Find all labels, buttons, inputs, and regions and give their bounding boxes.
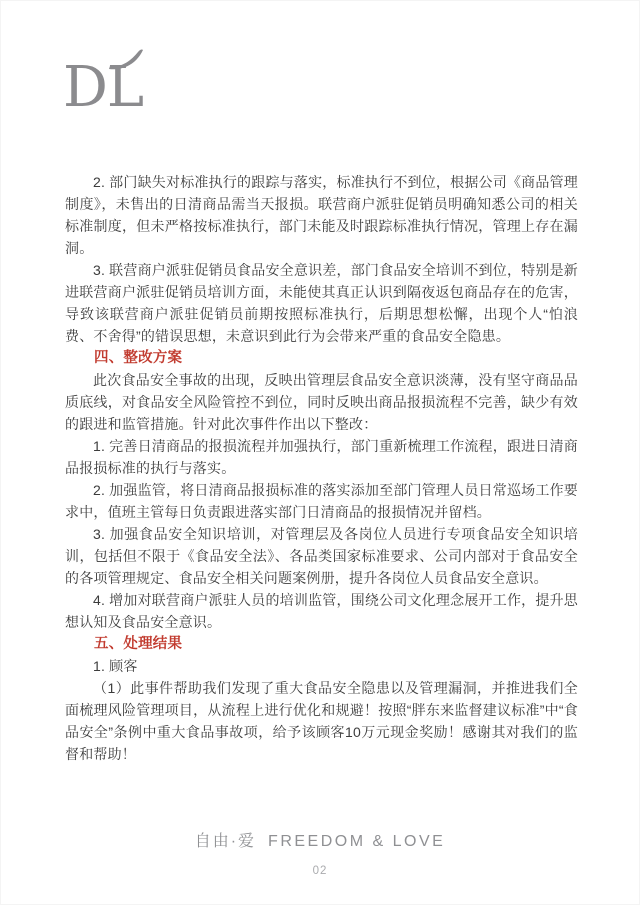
- section-heading-rectification-plan: 四、整改方案: [94, 350, 183, 366]
- results-customer-reward: （1）此事件帮助我们发现了重大食品安全隐患以及管理漏洞，并推进我们全面梳理风险管理项目，从流程上进行优化和规避！按照“胖东来监督建议标准”中“食品安全”条例中重大食品事故项，给予该顾客10万元现金奖励！感谢其对我们的监督和帮助！: [65, 680, 578, 762]
- svg-text:DL: DL: [63, 55, 144, 113]
- paragraph-standards-tracking: 2. 部门缺失对标准执行的跟踪与落实，标准执行不到位，根据公司《商品管理制度》，未售出的日清商品需当天报损。联营商户派驻促销员明确知悉公司的相关标准制度，但未严格按标准执行，部门未能及时跟踪标准执行情况，管理上存在漏洞。: [65, 174, 578, 256]
- dl-logo: [63, 49, 155, 113]
- rectification-item-1: 1. 完善日清商品的报损流程并加强执行，部门重新梳理工作流程，跟进日清商品报损标准的执行与落实。: [65, 438, 578, 476]
- results-subheading-customer: 1. 顾客: [93, 658, 138, 674]
- page-number: 02: [312, 865, 328, 877]
- section-heading-handling-results: 五、处理结果: [94, 636, 183, 652]
- footer-slogan-english: FREEDOM & LOVE: [268, 833, 446, 850]
- rectification-intro: 此次食品安全事故的出现，反映出管理层食品安全意识淡薄，没有坚守商品品质底线，对食品安全风险管控不到位，同时反映出商品报损流程不完善，缺少有效的跟进和监管措施。针对此次事件作出以下整改：: [65, 372, 578, 432]
- footer: [1, 831, 639, 877]
- footer-slogan-chinese: 自由·爱: [194, 833, 257, 850]
- rectification-item-2: 2. 加强监管，将日清商品报损标准的落实添加至部门管理人员日常巡场工作要求中，值班主管每日负责跟进落实部门日清商品的报损情况并留档。: [65, 482, 578, 520]
- document-body: [65, 171, 578, 765]
- rectification-item-3: 3. 加强食品安全知识培训，对管理层及各岗位人员进行专项食品安全知识培训，包括但不限于《食品安全法》、各品类国家标准要求、公司内部对于食品安全的各项管理规定、食品安全相关问题案例册，提升各岗位人员食品安全意识。: [65, 526, 578, 586]
- dl-logo-icon: [63, 49, 155, 113]
- rectification-item-4: 4. 增加对联营商户派驻人员的培训监管，围绕公司文化理念展开工作，提升思想认知及食品安全意识。: [65, 592, 578, 630]
- paragraph-promoter-awareness: 3. 联营商户派驻促销员食品安全意识差，部门食品安全培训不到位，特别是新进联营商户派驻促销员培训方面，未能使其真正认识到隔夜返包商品存在的危害，导致该联营商户派驻促销员前期按照标准执行，后期思想松懈，出现个人“怕浪费、不舍得”的错误思想，未意识到此行为会带来严重的食品安全隐患。: [65, 262, 578, 344]
- footer-slogan: [1, 831, 639, 853]
